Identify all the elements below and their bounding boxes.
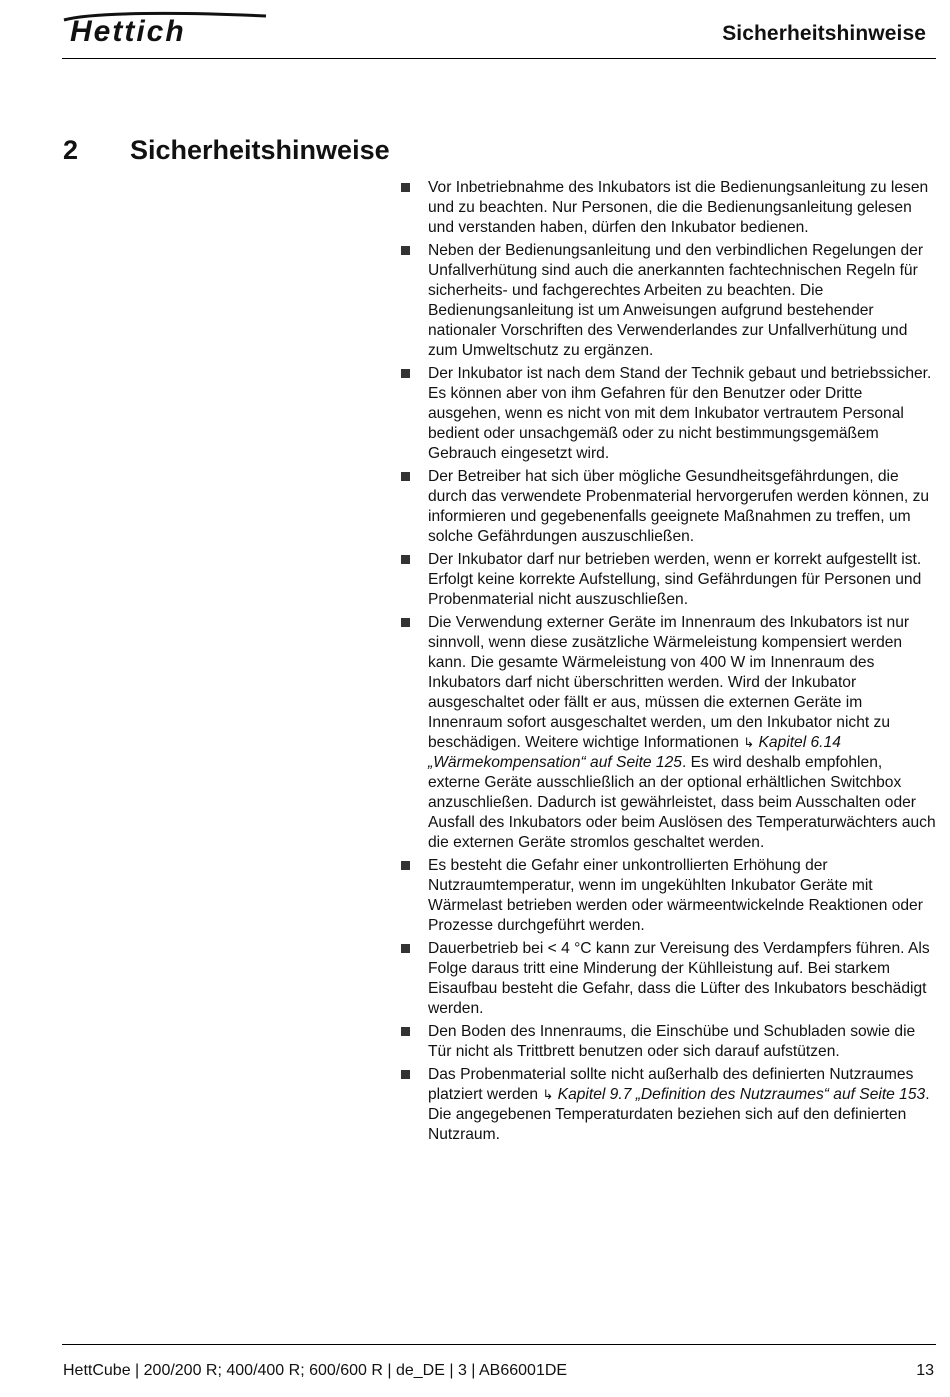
bullet-square-icon bbox=[401, 1027, 410, 1036]
header-rule bbox=[62, 58, 936, 59]
chapter-number: 2 bbox=[63, 135, 79, 165]
footer-document-info: HettCube | 200/200 R; 400/400 R; 600/600 R | de_DE | 3 | AB66001DE bbox=[63, 1362, 568, 1379]
svg-text:Hettich: Hettich bbox=[70, 15, 186, 46]
list-item-text: Neben der Bedienungsanleitung und den verbindlichen Regelungen der Unfallverhütung sind auch die anerkannten fachtechnischen Regeln für sicherheits- und fachgerechtes Arbeiten zu beachten. Die Bedienungsanleitung ist um Anweisungen aufgrund bestehender nationaler Vorschriften des Verwenderlandes zur Unfallverhütung und zum Umweltschutz zu ergänzen. bbox=[428, 242, 924, 359]
chapter-heading bbox=[63, 135, 390, 166]
list-item-text: Dauerbetrieb bei < 4 °C kann zur Vereisung des Verdampfers führen. Als Folge daraus tritt eine Minderung der Kühlleistung auf. Bei starkem Eisaufbau besteht die Gefahr, dass die Lüfter des Inkubators beschädigt werden. bbox=[428, 940, 930, 1017]
list-item-text: Der Inkubator ist nach dem Stand der Technik gebaut und betriebssicher. Es können aber von ihm Gefahren für den Benutzer oder Dritte ausgehen, wenn es nicht von mit dem Inkubator vertrautem Personal bedient oder unsachgemäß oder zu nicht bestimmungsgemäßem Gebrauch eingesetzt wird. bbox=[428, 365, 932, 462]
footer-rule bbox=[62, 1344, 936, 1345]
list-item bbox=[401, 467, 936, 547]
bullet-square-icon bbox=[401, 369, 410, 378]
bullet-square-icon bbox=[401, 1070, 410, 1079]
list-item bbox=[401, 939, 936, 1019]
list-item bbox=[401, 856, 936, 936]
bullet-square-icon bbox=[401, 861, 410, 870]
list-item bbox=[401, 550, 936, 610]
list-item bbox=[401, 613, 936, 853]
chapter-title: Sicherheitshinweise bbox=[130, 135, 390, 165]
list-item bbox=[401, 364, 936, 464]
list-item-text: Vor Inbetriebnahme des Inkubators ist die Bedienungsanleitung zu lesen und zu beachten. Nur Personen, die die Bedienungsanleitung gelesen und verstanden haben, dürfen den Inkubator bedienen. bbox=[428, 179, 929, 236]
header-title: Sicherheitshinweise bbox=[722, 22, 926, 45]
list-item bbox=[401, 1022, 936, 1062]
bullet-square-icon bbox=[401, 555, 410, 564]
hettich-logo bbox=[62, 10, 272, 46]
bullet-square-icon bbox=[401, 944, 410, 953]
bullet-square-icon bbox=[401, 472, 410, 481]
bullet-square-icon bbox=[401, 618, 410, 627]
list-item-text: Der Betreiber hat sich über mögliche Gesundheitsgefährdungen, die durch das verwendete Probenmaterial hervorgerufen werden können, zu informieren und gegebenenfalls geeignete Maßnahmen zu treffen, um solche Gefährdungen auszuschließen. bbox=[428, 468, 930, 545]
list-item-text: Es besteht die Gefahr einer unkontrollierten Erhöhung der Nutzraumtemperatur, wenn im ungekühlten Inkubator Geräte mit Wärmelast betrieben werden oder wärmeentwickelnde Reaktionen oder Prozesse durchgeführt werden. bbox=[428, 857, 923, 934]
bullet-square-icon bbox=[401, 183, 410, 192]
list-item bbox=[401, 241, 936, 361]
cross-reference-arrow-icon: ↳ bbox=[542, 1087, 554, 1102]
cross-reference-link[interactable]: Kapitel 9.7 „Definition des Nutzraumes“ auf Seite 153 bbox=[557, 1086, 926, 1103]
list-item-text: Der Inkubator darf nur betrieben werden, wenn er korrekt aufgestellt ist. Erfolgt keine korrekte Aufstellung, sind Gefährdungen für Personen und Probenmaterial nicht auszuschließen. bbox=[428, 551, 922, 608]
cross-reference-arrow-icon: ↳ bbox=[743, 735, 755, 750]
list-item-text: Die Verwendung externer Geräte im Innenraum des Inkubators ist nur sinnvoll, wenn diese zusätzliche Wärmeleistung kompensiert werden kann. Die gesamte Wärmeleistung von 400 W im Innenraum des Inkubators darf nicht überschritten werden. Wird der Inkubator ausgeschaltet oder fällt er aus, müssen die externen Geräte im Innenraum sofort ausgeschaltet werden, um den Inkubator nicht zu beschädigen. Weitere wichtige Informationen bbox=[428, 614, 910, 751]
page-number: 13 bbox=[916, 1362, 934, 1379]
list-item-text-continued: . Es wird deshalb empfohlen, externe Geräte ausschließlich an der optional erhältlichen Switchbox anzuschließen. Dadurch ist gewährleistet, dass beim Ausschalten oder Ausfall des Inkubators oder beim Auslösen des Temperaturwächters auch die externen Geräte stromlos geschaltet werden. bbox=[428, 754, 936, 851]
list-item-text: Das Probenmaterial sollte nicht außerhalb des definierten Nutzraumes platziert werden bbox=[428, 1066, 914, 1103]
safety-list bbox=[401, 178, 936, 1148]
list-item bbox=[401, 1065, 936, 1145]
list-item-text: Den Boden des Innenraums, die Einschübe und Schubladen sowie die Tür nicht als Trittbrett benutzen oder sich darauf aufstützen. bbox=[428, 1023, 916, 1060]
list-item bbox=[401, 178, 936, 238]
cross-reference-link[interactable]: Kapitel 6.14 „Wärmekompensation“ auf Seite 125 bbox=[428, 734, 841, 771]
list-item-text-continued: . Die angegebenen Temperaturdaten beziehen sich auf den definierten Nutzraum. bbox=[428, 1086, 930, 1143]
bullet-square-icon bbox=[401, 246, 410, 255]
